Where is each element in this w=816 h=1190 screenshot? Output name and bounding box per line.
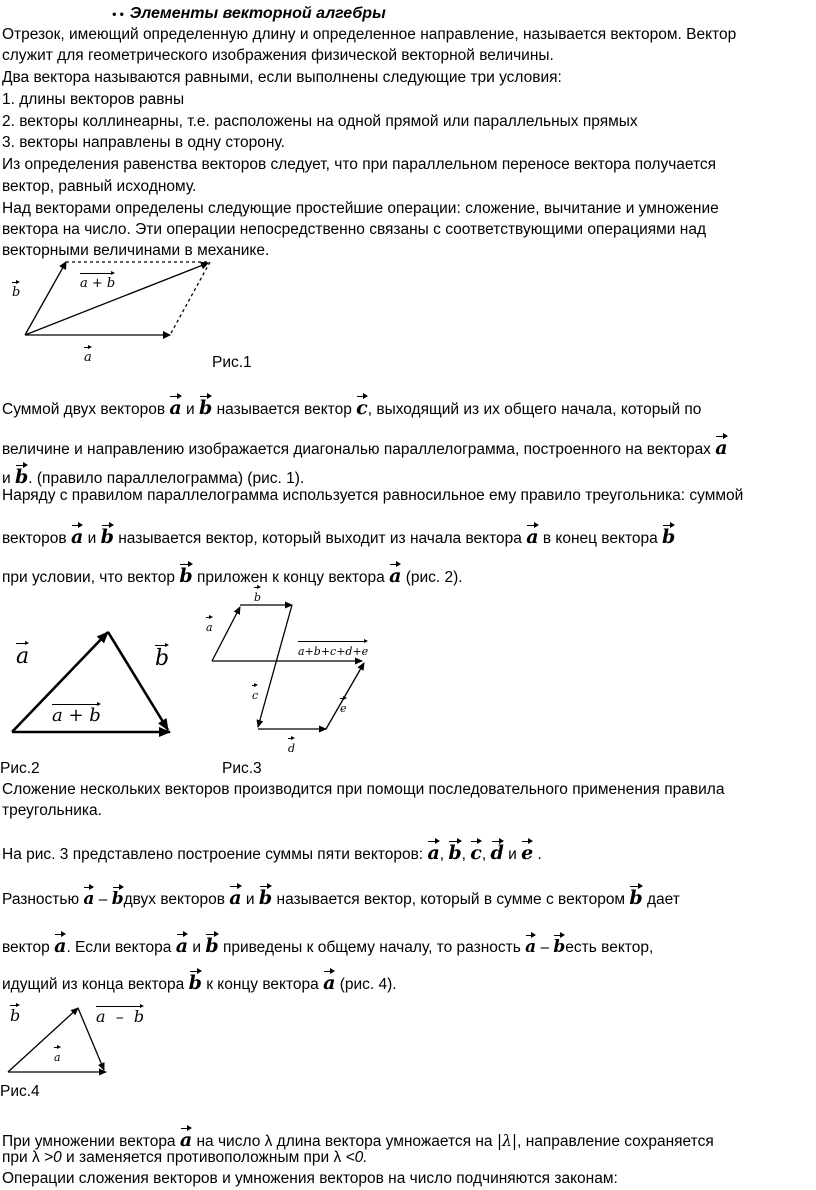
- vector-b-symbol: b: [553, 932, 565, 954]
- label-d: d: [288, 737, 295, 756]
- triangle-rule-line: [2, 522, 675, 549]
- text: к концу вектора: [206, 976, 319, 993]
- text: ,: [481, 846, 487, 863]
- vector-a-symbol: a: [389, 561, 401, 583]
- vector-a-symbol: a: [54, 931, 66, 953]
- text: –: [98, 891, 108, 908]
- text: приведены к общему началу, то разность: [222, 939, 521, 956]
- paragraph-line: вектора на число. Эти операции непосредственно связаны с соответствующими операциями над: [2, 221, 707, 238]
- text: Разностью: [2, 891, 80, 908]
- vector-b-symbol: b: [101, 522, 114, 544]
- text: (рис. 2).: [405, 569, 463, 586]
- vector-a-symbol: a: [525, 932, 536, 954]
- vector-b-symbol: b: [199, 393, 212, 415]
- vector-e-symbol: e: [521, 838, 533, 860]
- text: есть вектор,: [565, 939, 654, 956]
- text: называется вектор: [216, 401, 352, 418]
- text: –: [115, 1007, 124, 1026]
- vector-b-symbol: b: [179, 561, 192, 583]
- diagonal-sum-arrow: [25, 263, 208, 335]
- text: <0.: [345, 1149, 368, 1166]
- label-sum: a+b+c+d+e: [298, 640, 368, 659]
- label-a: a: [84, 346, 92, 365]
- text: называется вектор, который в сумме с вектором: [276, 891, 626, 908]
- condition-item: 2. векторы коллинеарны, т.е. расположены на одной прямой или параллельных прямых: [2, 113, 638, 130]
- text: (рис. 4).: [339, 976, 397, 993]
- figure-3-five-vectors: [200, 595, 400, 745]
- vector-b-symbol: b: [629, 883, 642, 905]
- multiplication-line: [2, 1148, 368, 1168]
- vector-c-arrow: [258, 605, 292, 727]
- sum-definition-line: [2, 462, 304, 489]
- paragraph-line: Сложение нескольких векторов производится при помощи последовательного применения правила: [2, 781, 725, 798]
- text: >0: [44, 1149, 62, 1166]
- text: при λ: [2, 1149, 45, 1166]
- label-b: b: [254, 586, 261, 605]
- text: и: [186, 401, 195, 418]
- triangle-rule-line: [2, 561, 463, 588]
- text: b: [133, 1007, 145, 1026]
- vector-a-arrow: [212, 607, 240, 661]
- paragraph-line: Отрезок, имеющий определенную длину и определенное направление, называется вектором. Вектор: [2, 26, 737, 43]
- vector-b-symbol: b: [112, 884, 124, 906]
- text: на число λ длина вектора умножается на: [196, 1133, 493, 1150]
- paragraph-line: Операции сложения векторов и умножения векторов на число подчиняются законам:: [2, 1170, 618, 1187]
- figure-4-caption: Рис.4: [0, 1083, 40, 1100]
- vector-b-symbol: b: [662, 522, 675, 544]
- vector-b-arrow: [25, 262, 66, 335]
- label-a: a: [16, 644, 30, 669]
- vector-c-symbol: c: [356, 393, 368, 415]
- text: ,: [461, 846, 466, 863]
- vector-a-symbol: a: [427, 838, 439, 860]
- paragraph-line: Два вектора называются равными, если выполнены следующие три условия:: [2, 69, 562, 86]
- difference-line: [2, 968, 397, 995]
- text: и: [87, 530, 97, 547]
- text: .: [537, 846, 542, 863]
- text: . (правило параллелограмма) (рис. 1).: [28, 470, 305, 487]
- sum-definition-line: [2, 393, 701, 420]
- vector-a-symbol: a: [229, 883, 241, 905]
- vector-b-symbol: b: [259, 883, 272, 905]
- vector-a-symbol: a: [323, 968, 335, 990]
- vector-d-symbol: d: [491, 838, 504, 860]
- text: ,: [439, 846, 445, 863]
- label-b: b: [155, 646, 170, 671]
- text: называется вектор, который выходит из начала вектора: [118, 530, 522, 547]
- dashed-side: [170, 262, 210, 335]
- text: и: [245, 891, 255, 908]
- text: величине и направлению изображается диагональю параллелограмма, построенного на векторах: [2, 441, 711, 458]
- condition-item: 3. векторы направлены в одну сторону.: [2, 134, 285, 151]
- paragraph-line: вектор, равный исходному.: [2, 178, 197, 195]
- vector-b-symbol: b: [448, 838, 461, 860]
- text: двух векторов: [123, 891, 225, 908]
- text: векторов: [2, 530, 67, 547]
- paragraph-line: служит для геометрического изображения физической векторной величины.: [2, 47, 554, 64]
- heading-title: Элементы векторной алгебры: [129, 5, 386, 22]
- vector-b-symbol: b: [205, 931, 218, 953]
- text: , выходящий из их общего начала, который по: [367, 401, 702, 418]
- text: приложен к концу вектора: [196, 569, 385, 586]
- label-c: c: [252, 684, 258, 703]
- bullet-icon: • •: [112, 7, 124, 21]
- paragraph-line: векторными величинами в механике.: [2, 242, 270, 259]
- vector-a-symbol: a: [83, 884, 94, 906]
- text: . Если вектора: [66, 939, 172, 956]
- paragraph-line: Над векторами определены следующие простейшие операции: сложение, вычитание и умножение: [2, 200, 719, 217]
- text: Суммой двух векторов: [2, 401, 166, 418]
- text: При умножении вектора: [2, 1133, 176, 1150]
- figure-2-triangle: [0, 620, 200, 750]
- text: a: [96, 1007, 106, 1026]
- triangle-rule-line: Наряду с правилом параллелограмма используется равносильное ему правило треугольника: суммой: [2, 487, 744, 504]
- vector-c-symbol: c: [470, 838, 482, 860]
- paragraph-line: [2, 838, 542, 865]
- text: идущий из конца вектора: [2, 976, 185, 993]
- text: и: [2, 470, 11, 487]
- difference-line: [2, 883, 680, 910]
- figure-1-caption: Рис.1: [212, 354, 252, 371]
- sum-definition-line: [2, 433, 728, 460]
- text: при условии, что вектор: [2, 569, 176, 586]
- label-a: a: [54, 1046, 61, 1065]
- text: и: [192, 939, 202, 956]
- vector-a-symbol: a: [71, 522, 83, 544]
- text: и заменяется противоположным при λ: [61, 1149, 346, 1166]
- vector-a-symbol: a: [169, 393, 181, 415]
- figure-2-caption: Рис.2: [0, 760, 40, 777]
- figure-3-caption: Рис.3: [222, 760, 262, 777]
- difference-line: [2, 931, 653, 958]
- text: –: [540, 939, 550, 956]
- text: и: [508, 846, 517, 863]
- text: вектор: [2, 939, 50, 956]
- label-a-minus-b: [96, 1005, 144, 1024]
- vector-a-symbol: a: [180, 1125, 192, 1147]
- vector-b-symbol: b: [189, 968, 202, 990]
- label-b: b: [10, 1006, 21, 1025]
- label-b: b: [12, 281, 20, 300]
- label-a-plus-b: a + b: [80, 272, 115, 291]
- condition-item: 1. длины векторов равны: [2, 91, 185, 108]
- text: На рис. 3 представлено построение суммы пяти векторов:: [2, 846, 424, 863]
- vector-a-symbol: a: [715, 433, 727, 455]
- text: , направление сохраняется: [517, 1133, 714, 1150]
- vector-a-symbol: a: [176, 931, 188, 953]
- label-e: e: [340, 697, 347, 716]
- vector-b-symbol: b: [15, 462, 28, 484]
- text: дает: [647, 891, 680, 908]
- vector-a-symbol: a: [526, 522, 538, 544]
- text: в конец вектора: [542, 530, 658, 547]
- label-a-plus-b: a + b: [52, 705, 101, 726]
- paragraph-line: Из определения равенства векторов следует, что при параллельном переносе вектора получается: [2, 156, 717, 173]
- paragraph-line: треугольника.: [2, 802, 102, 819]
- section-heading: [112, 4, 386, 24]
- label-a: a: [206, 616, 213, 635]
- lambda-abs-symbol: |λ|: [496, 1132, 518, 1150]
